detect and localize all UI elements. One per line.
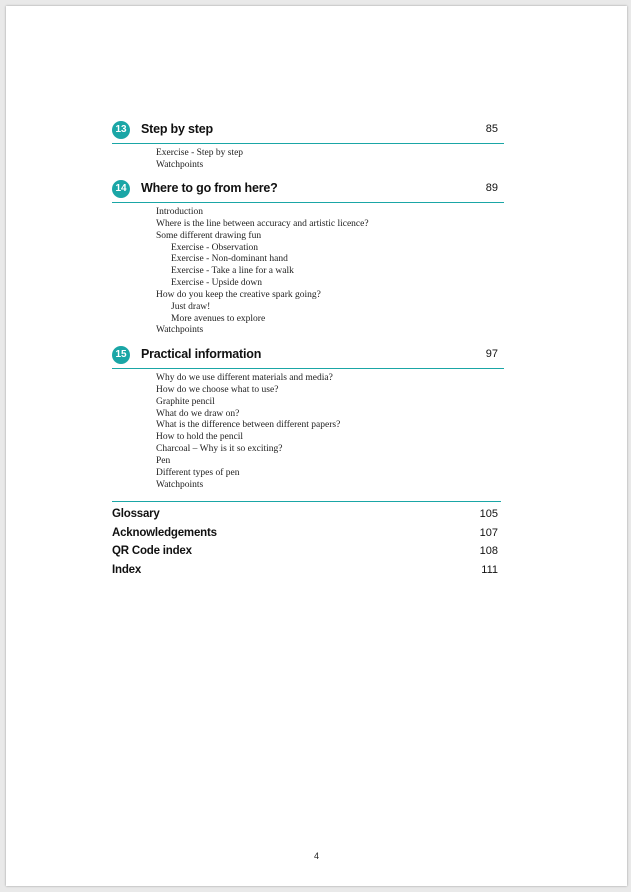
toc-entry[interactable]: Introduction <box>156 207 203 217</box>
back-matter-title: Index <box>112 564 142 577</box>
chapter-page-number: 89 <box>485 182 498 194</box>
back-matter-title: Acknowledgements <box>112 526 217 539</box>
toc-entry[interactable]: How to hold the pencil <box>156 432 244 443</box>
back-matter-entry[interactable] <box>112 545 498 564</box>
toc-entry[interactable]: Watchpoints <box>156 325 204 336</box>
chapter-15 <box>112 346 504 491</box>
toc-entry[interactable]: How do you keep the creative spark going? <box>156 289 321 300</box>
chapter-heading[interactable] <box>112 121 504 144</box>
toc-entry[interactable]: Why do we use different materials and media? <box>156 373 333 383</box>
chapter-number-badge: 13 <box>112 121 130 139</box>
back-matter-page: 108 <box>479 545 498 558</box>
chapter-number-badge: 14 <box>112 180 130 198</box>
chapter-contents-list <box>156 373 504 491</box>
toc-entry[interactable]: What do we draw on? <box>156 408 240 419</box>
toc-subentry[interactable]: Exercise - Non-dominant hand <box>171 254 288 265</box>
back-matter-page: 105 <box>479 508 498 520</box>
toc-entry[interactable]: Where is the line between accuracy and artistic licence? <box>156 218 369 229</box>
toc-entry[interactable]: Graphite pencil <box>156 396 215 407</box>
chapter-14 <box>112 180 504 337</box>
back-matter-divider <box>112 501 501 502</box>
back-matter-title: Glossary <box>112 508 160 520</box>
chapter-page-number: 85 <box>485 123 498 135</box>
toc-entry[interactable]: Pen <box>156 455 171 466</box>
toc-entry[interactable]: Some different drawing fun <box>156 230 262 241</box>
back-matter-list <box>112 508 498 583</box>
chapter-13 <box>112 121 504 172</box>
chapter-contents-list <box>156 148 504 172</box>
chapter-heading[interactable] <box>112 180 504 203</box>
toc-subentry[interactable]: Exercise - Take a line for a walk <box>171 266 294 277</box>
toc-entry[interactable]: What is the difference between different papers? <box>156 420 341 431</box>
back-matter-page: 107 <box>479 526 498 539</box>
chapter-number-badge: 15 <box>112 346 130 364</box>
chapter-title: Step by step <box>141 122 213 136</box>
back-matter-page: 111 <box>481 564 498 577</box>
chapter-heading[interactable] <box>112 346 504 369</box>
back-matter-entry[interactable] <box>112 508 498 527</box>
chapter-title: Practical information <box>141 347 262 361</box>
toc-entry[interactable]: Charcoal – Why is it so exciting? <box>156 444 283 455</box>
chapter-contents-list <box>156 207 504 337</box>
toc-subentry[interactable]: Exercise - Upside down <box>171 278 263 289</box>
toc-entry[interactable]: How do we choose what to use? <box>156 384 279 395</box>
toc-entry[interactable]: Different types of pen <box>156 467 240 478</box>
document-page <box>6 6 627 886</box>
page-number-footer: 4 <box>313 851 319 861</box>
toc-entry[interactable]: Watchpoints <box>156 159 204 170</box>
toc-entry[interactable]: Exercise - Step by step <box>156 148 244 158</box>
chapter-title: Where to go from here? <box>141 181 278 195</box>
toc-subentry[interactable]: More avenues to explore <box>171 313 266 324</box>
back-matter-entry[interactable] <box>112 527 498 546</box>
back-matter-entry[interactable] <box>112 564 498 583</box>
toc-entry[interactable]: Watchpoints <box>156 479 204 490</box>
toc-subentry[interactable]: Exercise - Observation <box>171 242 259 253</box>
back-matter-title: QR Code index <box>112 545 192 558</box>
chapter-page-number: 97 <box>485 348 498 360</box>
toc-subentry[interactable]: Just draw! <box>171 301 211 312</box>
